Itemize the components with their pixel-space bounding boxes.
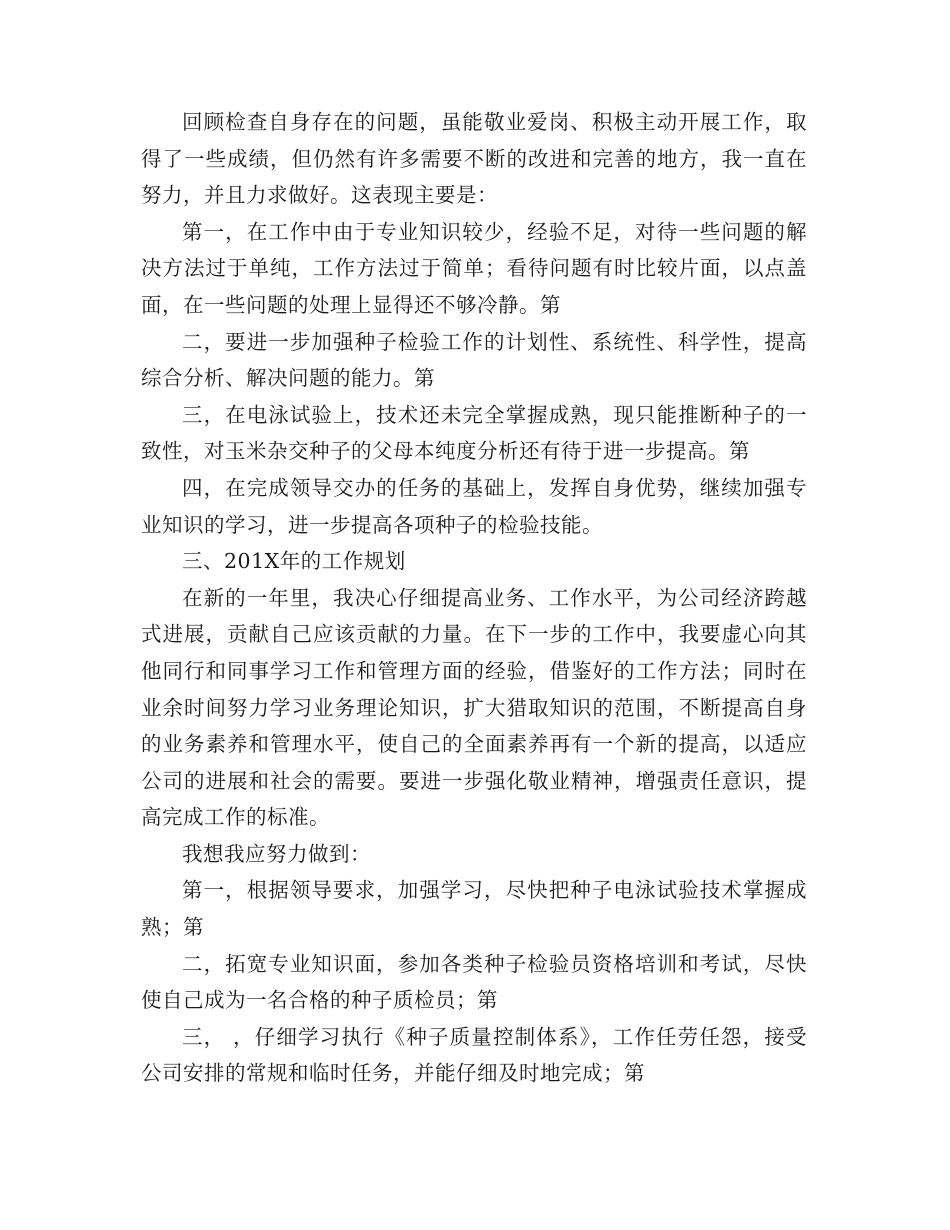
paragraph-issue-1: 第一，在工作中由于专业知识较少，经验不足，对待一些问题的解决方法过于单纯，工作方法过于简单；看待问题有时比较片面，以点盖面，在一些问题的处理上显得还不够冷静。第 <box>141 219 807 317</box>
section-heading-plan: 三、201X年的工作规划 <box>182 549 406 574</box>
paragraph-goal-1: 第一，根据领导要求，加强学习，尽快把种子电泳试验技术掌握成熟；第 <box>141 878 807 940</box>
paragraph-goal-2: 二，拓宽专业知识面，参加各类种子检验员资格培训和考试，尽快使自己成为一名合格的种子质检员；第 <box>141 951 807 1013</box>
paragraph-review-intro: 回顾检查自身存在的问题，虽能敬业爱岗、积极主动开展工作，取得了一些成绩，但仍然有许多需要不断的改进和完善的地方，我一直在努力，并且力求做好。这表现主要是： <box>141 110 807 208</box>
paragraph-issue-4: 四，在完成领导交办的任务的基础上，发挥自身优势，继续加强专业知识的学习，进一步提高各项种子的检验技能。 <box>141 475 807 537</box>
document-body <box>141 104 807 1092</box>
paragraph-goal-3: 三， ，仔细学习执行《种子质量控制体系》，工作任劳任怨，接受公司安排的常规和临时任务，并能仔细及时地完成；第 <box>141 1024 807 1086</box>
paragraph-issue-2: 二，要进一步加强种子检验工作的计划性、系统性、科学性，提高综合分析、解决问题的能力。第 <box>141 329 807 391</box>
paragraph-plan-body: 在新的一年里，我决心仔细提高业务、工作水平，为公司经济跨越式进展，贡献自己应该贡献的力量。在下一步的工作中，我要虚心向其他同行和同事学习工作和管理方面的经验，借鉴好的工作方法；同时在业余时间努力学习业务理论知识，扩大猎取知识的范围，不断提高自身的业务素养和管理水平，使自己的全面素养再有一个新的提高，以适应公司的进展和社会的需要。要进一步强化敬业精神，增强责任意识，提高完成工作的标准。 <box>141 585 807 830</box>
paragraph-issue-3: 三，在电泳试验上，技术还未完全掌握成熟，现只能推断种子的一致性，对玉米杂交种子的父母本纯度分析还有待于进一步提高。第 <box>141 402 807 464</box>
paragraph-goals-intro: 我想我应努力做到： <box>182 841 371 866</box>
